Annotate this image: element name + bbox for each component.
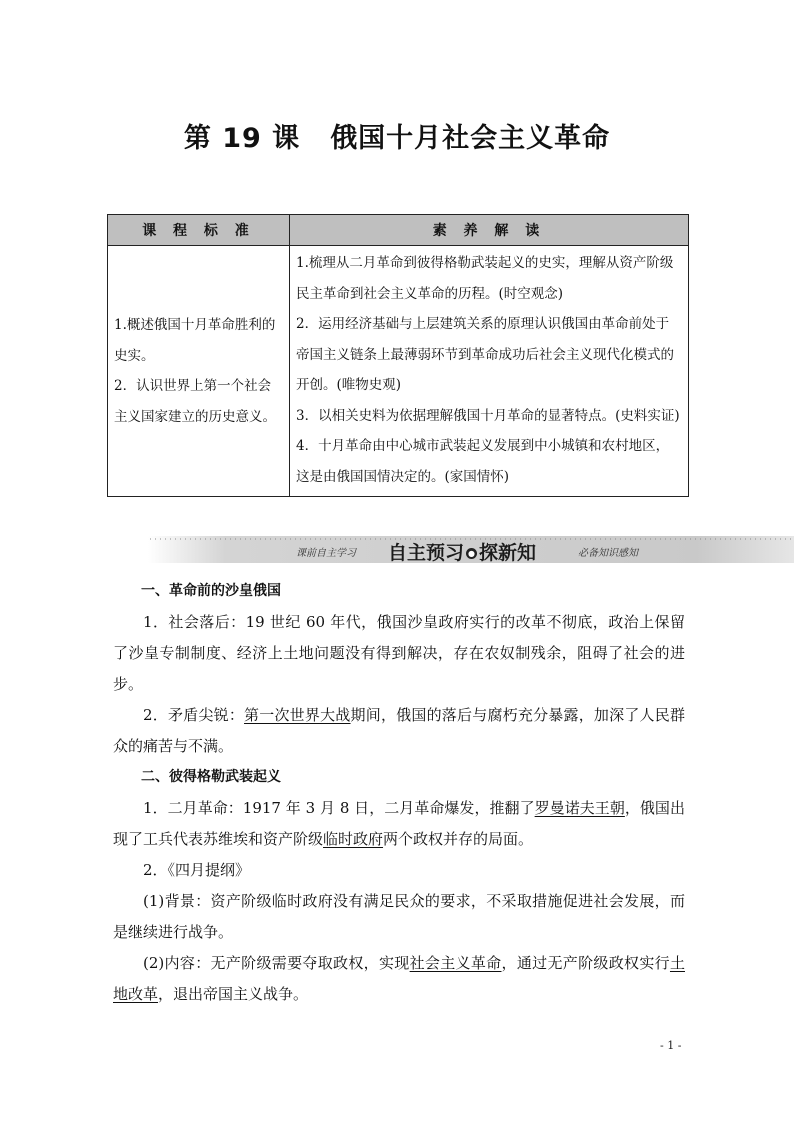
text-run: 1．二月革命：1917 年 3 月 8 日，二月革命爆发，推翻了: [143, 799, 535, 817]
section-heading: 二、彼得格勒武装起义: [141, 769, 281, 785]
banner-right-text: 必备知识感知: [578, 548, 638, 559]
text-run: ，退出帝国主义战争。: [158, 985, 309, 1003]
banner-left-text: 课前自主学习: [296, 548, 356, 559]
underlined-term: 罗曼诺夫王朝: [534, 799, 625, 817]
literacy-item: 3．以相关史料为依据理解俄国十月革命的显著特点。(史料实证): [296, 407, 680, 424]
text-run: 两个政权并存的局面。: [383, 830, 534, 848]
standard-item: 2．认识世界上第一个社会主义国家建立的历史意义。: [114, 378, 276, 425]
paragraph: 1．社会落后：19 世纪 60 年代，俄国沙皇政府实行的改革不彻底，政治上保留了沙皇专制制度、经济上土地问题没有得到解决，存在农奴制残余，阻碍了社会的进步。: [113, 613, 685, 693]
lesson-name: 俄国十月社会主义革命: [330, 123, 611, 154]
banner-title-part2: 探新知: [479, 542, 537, 564]
banner-circle-icon: ●: [466, 548, 477, 559]
text-run: ，通过无产阶级政权实行: [501, 954, 670, 972]
text-run: (2)内容：无产阶级需要夺取政权，实现: [143, 954, 410, 972]
underlined-term: 临时政府: [323, 830, 384, 848]
lesson-title: [0, 116, 794, 155]
header-literacy: 素 养 解 读: [290, 215, 689, 246]
table-header-row: [108, 215, 689, 246]
text-run: ，俄国出现了工兵代表苏维埃和资产阶级: [113, 799, 685, 848]
section-banner: [148, 536, 794, 563]
page-number: - 1 -: [660, 1039, 682, 1052]
paragraph: 2．《四月提纲》: [143, 861, 251, 879]
literacy-item: 2．运用经济基础与上层建筑关系的原理认识俄国由革命前处于帝国主义链条上最薄弱环节到革命成功后社会主义现代化模式的开创。(唯物史观): [296, 316, 674, 393]
underlined-term: 社会主义革命: [409, 954, 502, 972]
text-run: 2．矛盾尖锐：: [143, 706, 245, 724]
literacy-item: 4．十月革命由中心城市武装起义发展到中小城镇和农村地区，这是由俄国国情决定的。(家国情怀): [296, 438, 670, 485]
header-standards: 课 程 标 准: [108, 215, 290, 246]
section-heading: 一、革命前的沙皇俄国: [141, 583, 281, 599]
standard-item: 1.概述俄国十月革命胜利的史实。: [114, 317, 276, 364]
underlined-term: 土地改革: [113, 954, 685, 1003]
lesson-number: 第 19 课: [183, 123, 301, 154]
literacy-cell: [290, 246, 689, 497]
banner-title-part1: 自主预习: [388, 542, 465, 564]
standards-cell: [108, 246, 290, 497]
paragraph: [113, 700, 685, 762]
paragraph: [113, 948, 685, 1010]
table-row: [108, 246, 689, 497]
literacy-item: 1.梳理从二月革命到彼得格勒武装起义的史实，理解从资产阶级民主革命到社会主义革命的历程。(时空观念): [296, 255, 674, 302]
banner-title: [388, 538, 536, 565]
text-run: 期间，俄国的落后与腐朽充分暴露，加深了人民群众的痛苦与不满。: [113, 706, 685, 755]
paragraph: (1)背景：资产阶级临时政府没有满足民众的要求，不采取措施促进社会发展，而是继续进行战争。: [113, 892, 685, 941]
paragraph: [113, 793, 685, 855]
curriculum-standards-table: [107, 214, 689, 497]
underlined-term: 第一次世界大战: [244, 706, 351, 724]
lesson-content: [113, 576, 685, 1010]
